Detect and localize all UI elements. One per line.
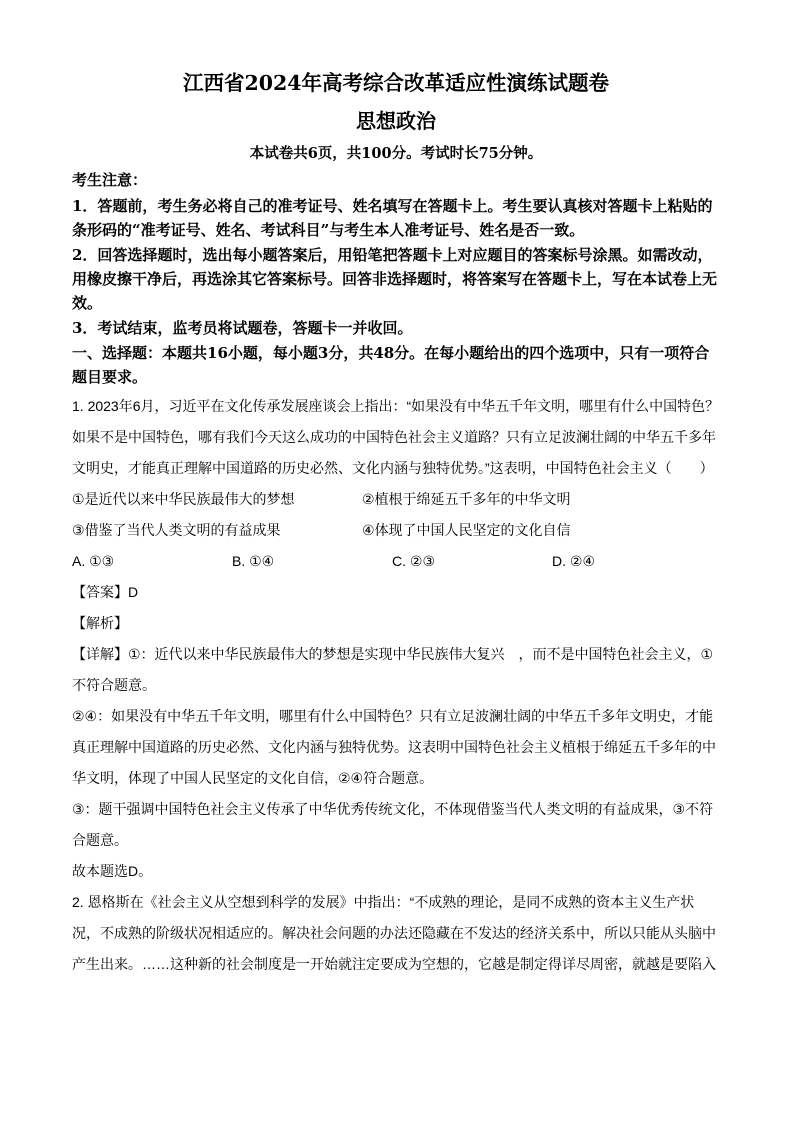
option-b: B. ①④ [232, 553, 275, 569]
statement-grid [72, 484, 720, 546]
option-a: A. ①③ [72, 553, 115, 569]
option-c: C. ②③ [392, 553, 435, 569]
question-stem: 2. 恩格斯在《社会主义从空想到科学的发展》中指出：“不成熟的理论，是同不成熟的资本主义生产状况，不成熟的阶级状况相适应的。解决社会问题的办法还隐藏在不发达的经济关系中，所以只能从头脑中产生出来。……这种新的社会制度是一开始就注定要成为空想的，它越是制定得详尽周密，就越是要陷入 [72, 894, 716, 972]
subject-title: 思想政治 [356, 109, 436, 133]
option-d: D. ②④ [552, 553, 595, 569]
notice-item: 2．回答选择题时，选出每小题答案后，用铅笔把答题卡上对应题目的答案标号涂黑。如需改动，用橡皮擦干净后，再选涂其它答案标号。回答非选择题时，将答案写在答题卡上，写在本试卷上无效。 [72, 246, 718, 312]
statement-2: ②植根于绵延五千多年的中华文明 [362, 491, 571, 507]
detail-paragraph: ②④：如果没有中华五千年文明，哪里有什么中国特色？只有立足波澜壮阔的中华五千多年文明史，才能真正理解中国道路的历史必然、文化内涵与独特优势。这表明中国特色社会主义植根于绵延五千多年的中华文明，体现了中国人民坚定的文化自信，②④符合题意。 [72, 708, 716, 786]
exam-page [72, 68, 720, 980]
analysis-tag: 【解析】 [72, 615, 128, 631]
exam-meta: 本试卷共6页，共100分。考试时长75分钟。 [249, 145, 543, 162]
exam-title: 江西省2024年高考综合改革适应性演练试题卷 [182, 71, 610, 95]
conclusion: 故本题选D。 [72, 863, 153, 879]
notice-heading: 考生注意： [72, 171, 148, 189]
question-2 [72, 887, 720, 980]
section-heading: 一、选择题：本题共16小题，每小题3分，共48分。在每小题给出的四个选项中，只有一项符合题目要求。 [72, 344, 710, 386]
notice-item: 1．答题前，考生务必将自己的准考证号、姓名填写在答题卡上。考生要认真核对答题卡上粘贴的条形码的“准考证号、姓名、考试科目”与考生本人准考证号、姓名是否一致。 [72, 197, 713, 239]
answer-tag: 【答案】 [72, 584, 128, 600]
answer-value: D [128, 584, 139, 600]
notice-block [72, 168, 720, 389]
option-row [72, 546, 720, 577]
statement-1: ①是近代以来中华民族最伟大的梦想 [72, 491, 295, 507]
statement-3: ③借鉴了当代人类文明的有益成果 [72, 522, 281, 538]
notice-item: 3．考试结束，监考员将试题卷，答题卡一并收回。 [72, 319, 413, 337]
answer-line [72, 577, 720, 608]
question-1 [72, 391, 720, 887]
statement-4: ④体现了中国人民坚定的文化自信 [362, 522, 571, 538]
detail-tag: 【详解】 [72, 646, 128, 662]
detail-text: ①：近代以来中华民族最伟大的梦想是实现中华民族伟大复兴 ，而不是中国特色社会主义，①不符合题意。 [72, 646, 714, 693]
question-stem: 1. 2023年6月，习近平在文化传承发展座谈会上指出：“如果没有中华五千年文明，哪里有什么中国特色？如果不是中国特色，哪有我们今天这么成功的中国特色社会主义道路？只有立足波澜壮阔的中华五千多年文明史，才能真正理解中国道路的历史必然、文化内涵与独特优势。”这表明，中国特色社会主义（ ） [72, 398, 720, 476]
detail-paragraph: ③：题干强调中国特色社会主义传承了中华优秀传统文化，不体现借鉴当代人类文明的有益成果，③不符合题意。 [72, 801, 714, 848]
detail-paragraph [72, 639, 720, 701]
